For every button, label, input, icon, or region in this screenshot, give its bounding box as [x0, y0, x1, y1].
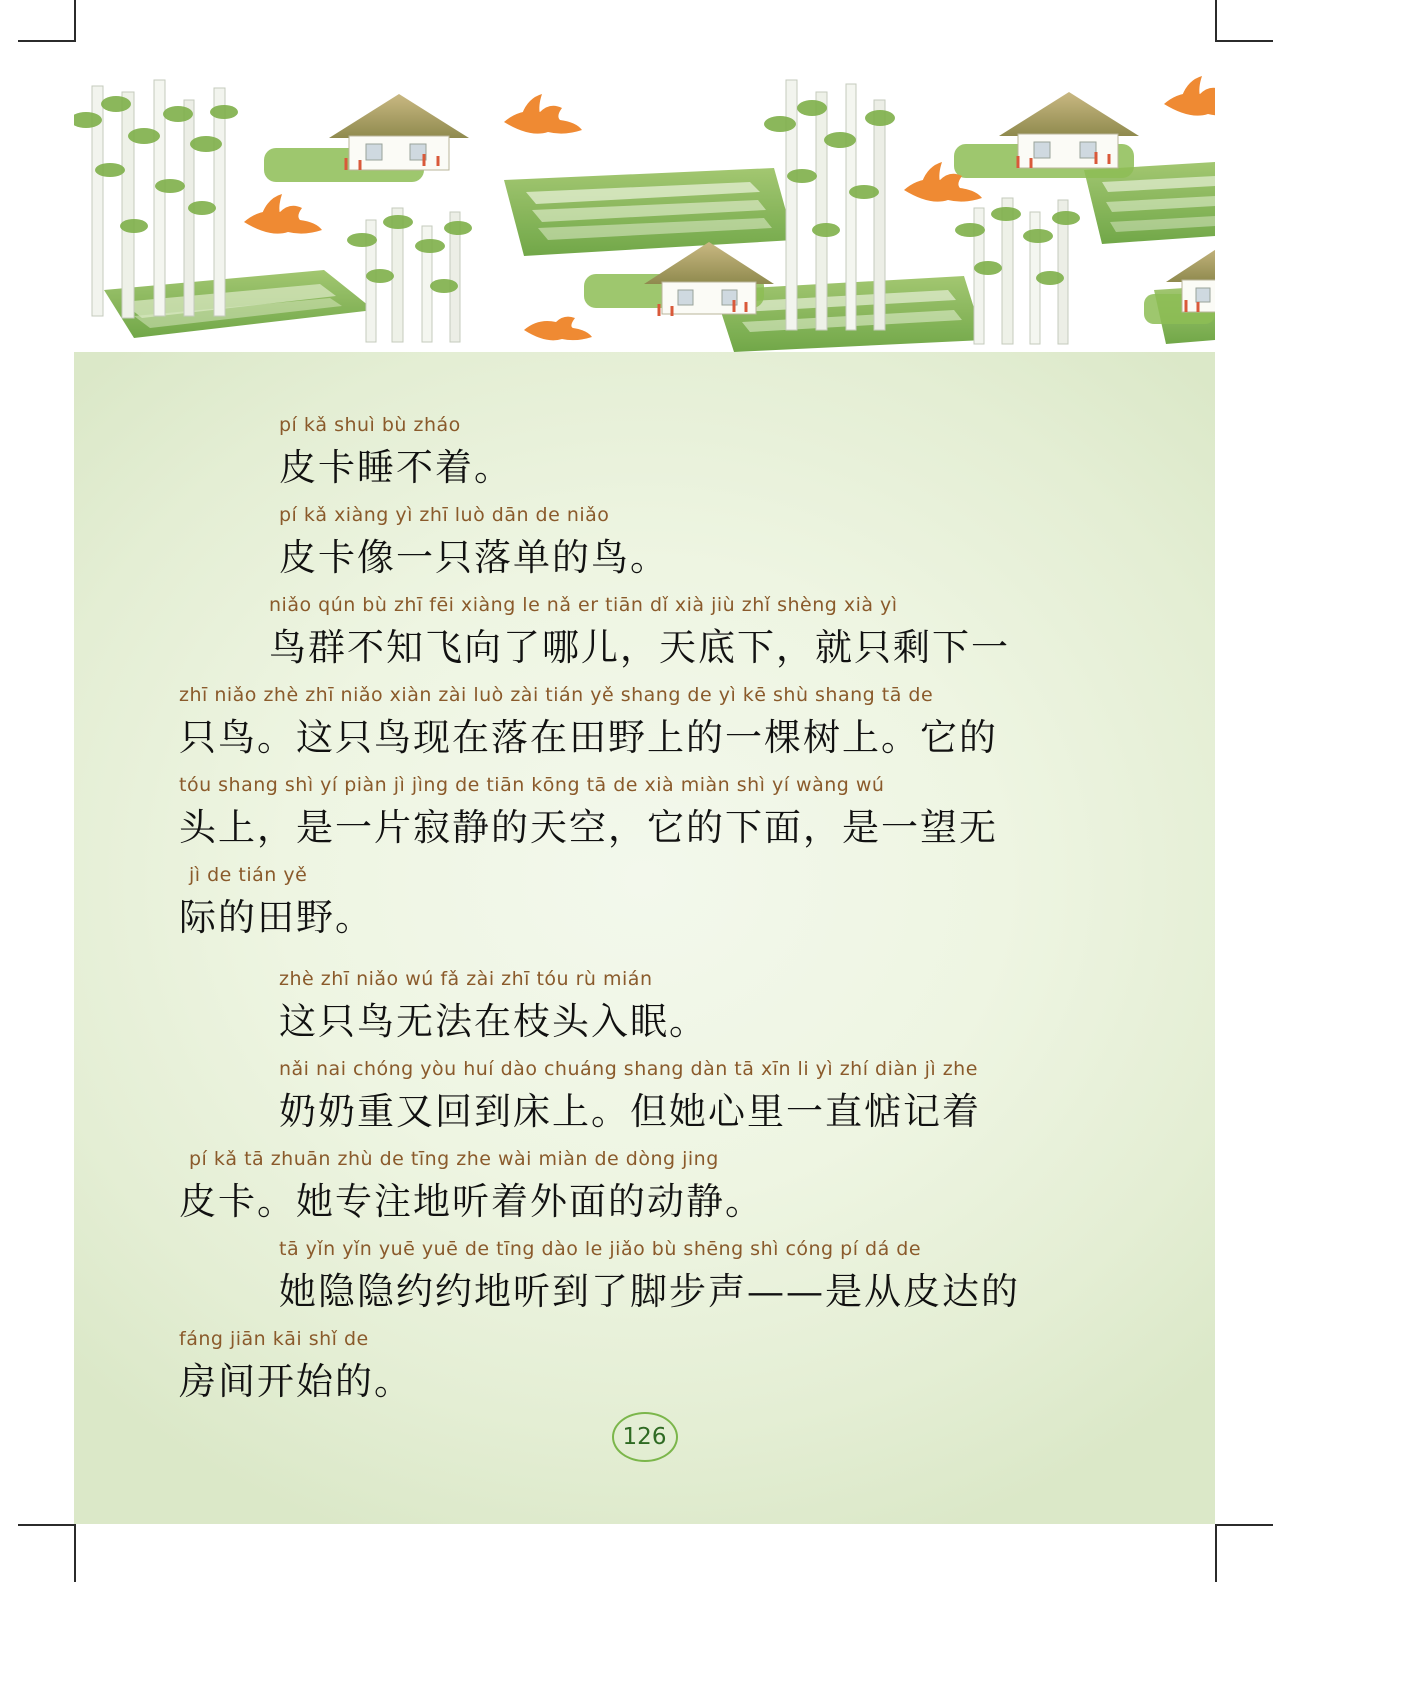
pinyin-row: pí kǎ tā zhuān zhù de tīng zhe wài miàn de dòng jing [189, 1148, 719, 1170]
hanzi-row: 际的田野。 [179, 896, 374, 939]
hanzi-row: 皮卡像一只落单的鸟。 [279, 536, 669, 579]
pinyin-row: zhè zhī niǎo wú fǎ zài zhī tóu rù mián [279, 968, 653, 990]
hanzi-row: 只鸟。这只鸟现在落在田野上的一棵树上。它的 [179, 716, 998, 759]
pinyin-row: tā yǐn yǐn yuē yuē de tīng dào le jiǎo bù shēng shì cóng pí dá de [279, 1238, 922, 1260]
crop-mark-top-left-h [18, 40, 76, 42]
crop-mark-bottom-left-h [18, 1524, 76, 1526]
crop-mark-bottom-left-v [74, 1524, 76, 1582]
crop-mark-bottom-right-h [1215, 1524, 1273, 1526]
hanzi-row: 皮卡睡不着。 [279, 446, 513, 489]
hanzi-row: 房间开始的。 [179, 1360, 413, 1403]
hanzi-row: 奶奶重又回到床上。但她心里一直惦记着 [279, 1090, 981, 1133]
crop-mark-bottom-right-v [1215, 1524, 1217, 1582]
pinyin-row: jì de tián yě [189, 864, 308, 886]
header-illustration [74, 40, 1215, 352]
crop-mark-top-right-h [1215, 40, 1273, 42]
hanzi-row: 她隐隐约约地听到了脚步声——是从皮达的 [279, 1270, 1020, 1313]
hanzi-row: 鸟群不知飞向了哪儿，天底下，就只剩下一 [269, 626, 1010, 669]
pinyin-row: pí kǎ shuì bù zháo [279, 414, 461, 436]
pinyin-row: pí kǎ xiàng yì zhī luò dān de niǎo [279, 504, 610, 526]
hanzi-row: 这只鸟无法在枝头入眠。 [279, 1000, 708, 1043]
pinyin-row: tóu shang shì yí piàn jì jìng de tiān kōng tā de xià miàn shì yí wàng wú [179, 774, 885, 796]
page-content-panel [74, 352, 1215, 1524]
pinyin-row: fáng jiān kāi shǐ de [179, 1328, 369, 1350]
pinyin-row: nǎi nai chóng yòu huí dào chuáng shang dàn tā xīn li yì zhí diàn jì zhe [279, 1058, 978, 1080]
crop-mark-top-left-v [74, 0, 76, 42]
hanzi-row: 皮卡。她专注地听着外面的动静。 [179, 1180, 764, 1223]
pinyin-row: niǎo qún bù zhī fēi xiàng le nǎ er tiān dǐ xià jiù zhǐ shèng xià yì [269, 594, 898, 616]
pinyin-row: zhī niǎo zhè zhī niǎo xiàn zài luò zài tián yě shang de yì kē shù shang tā de [179, 684, 934, 706]
page-number: 126 [612, 1412, 678, 1462]
hanzi-row: 头上，是一片寂静的天空，它的下面，是一望无 [179, 806, 998, 849]
crop-mark-top-right-v [1215, 0, 1217, 42]
